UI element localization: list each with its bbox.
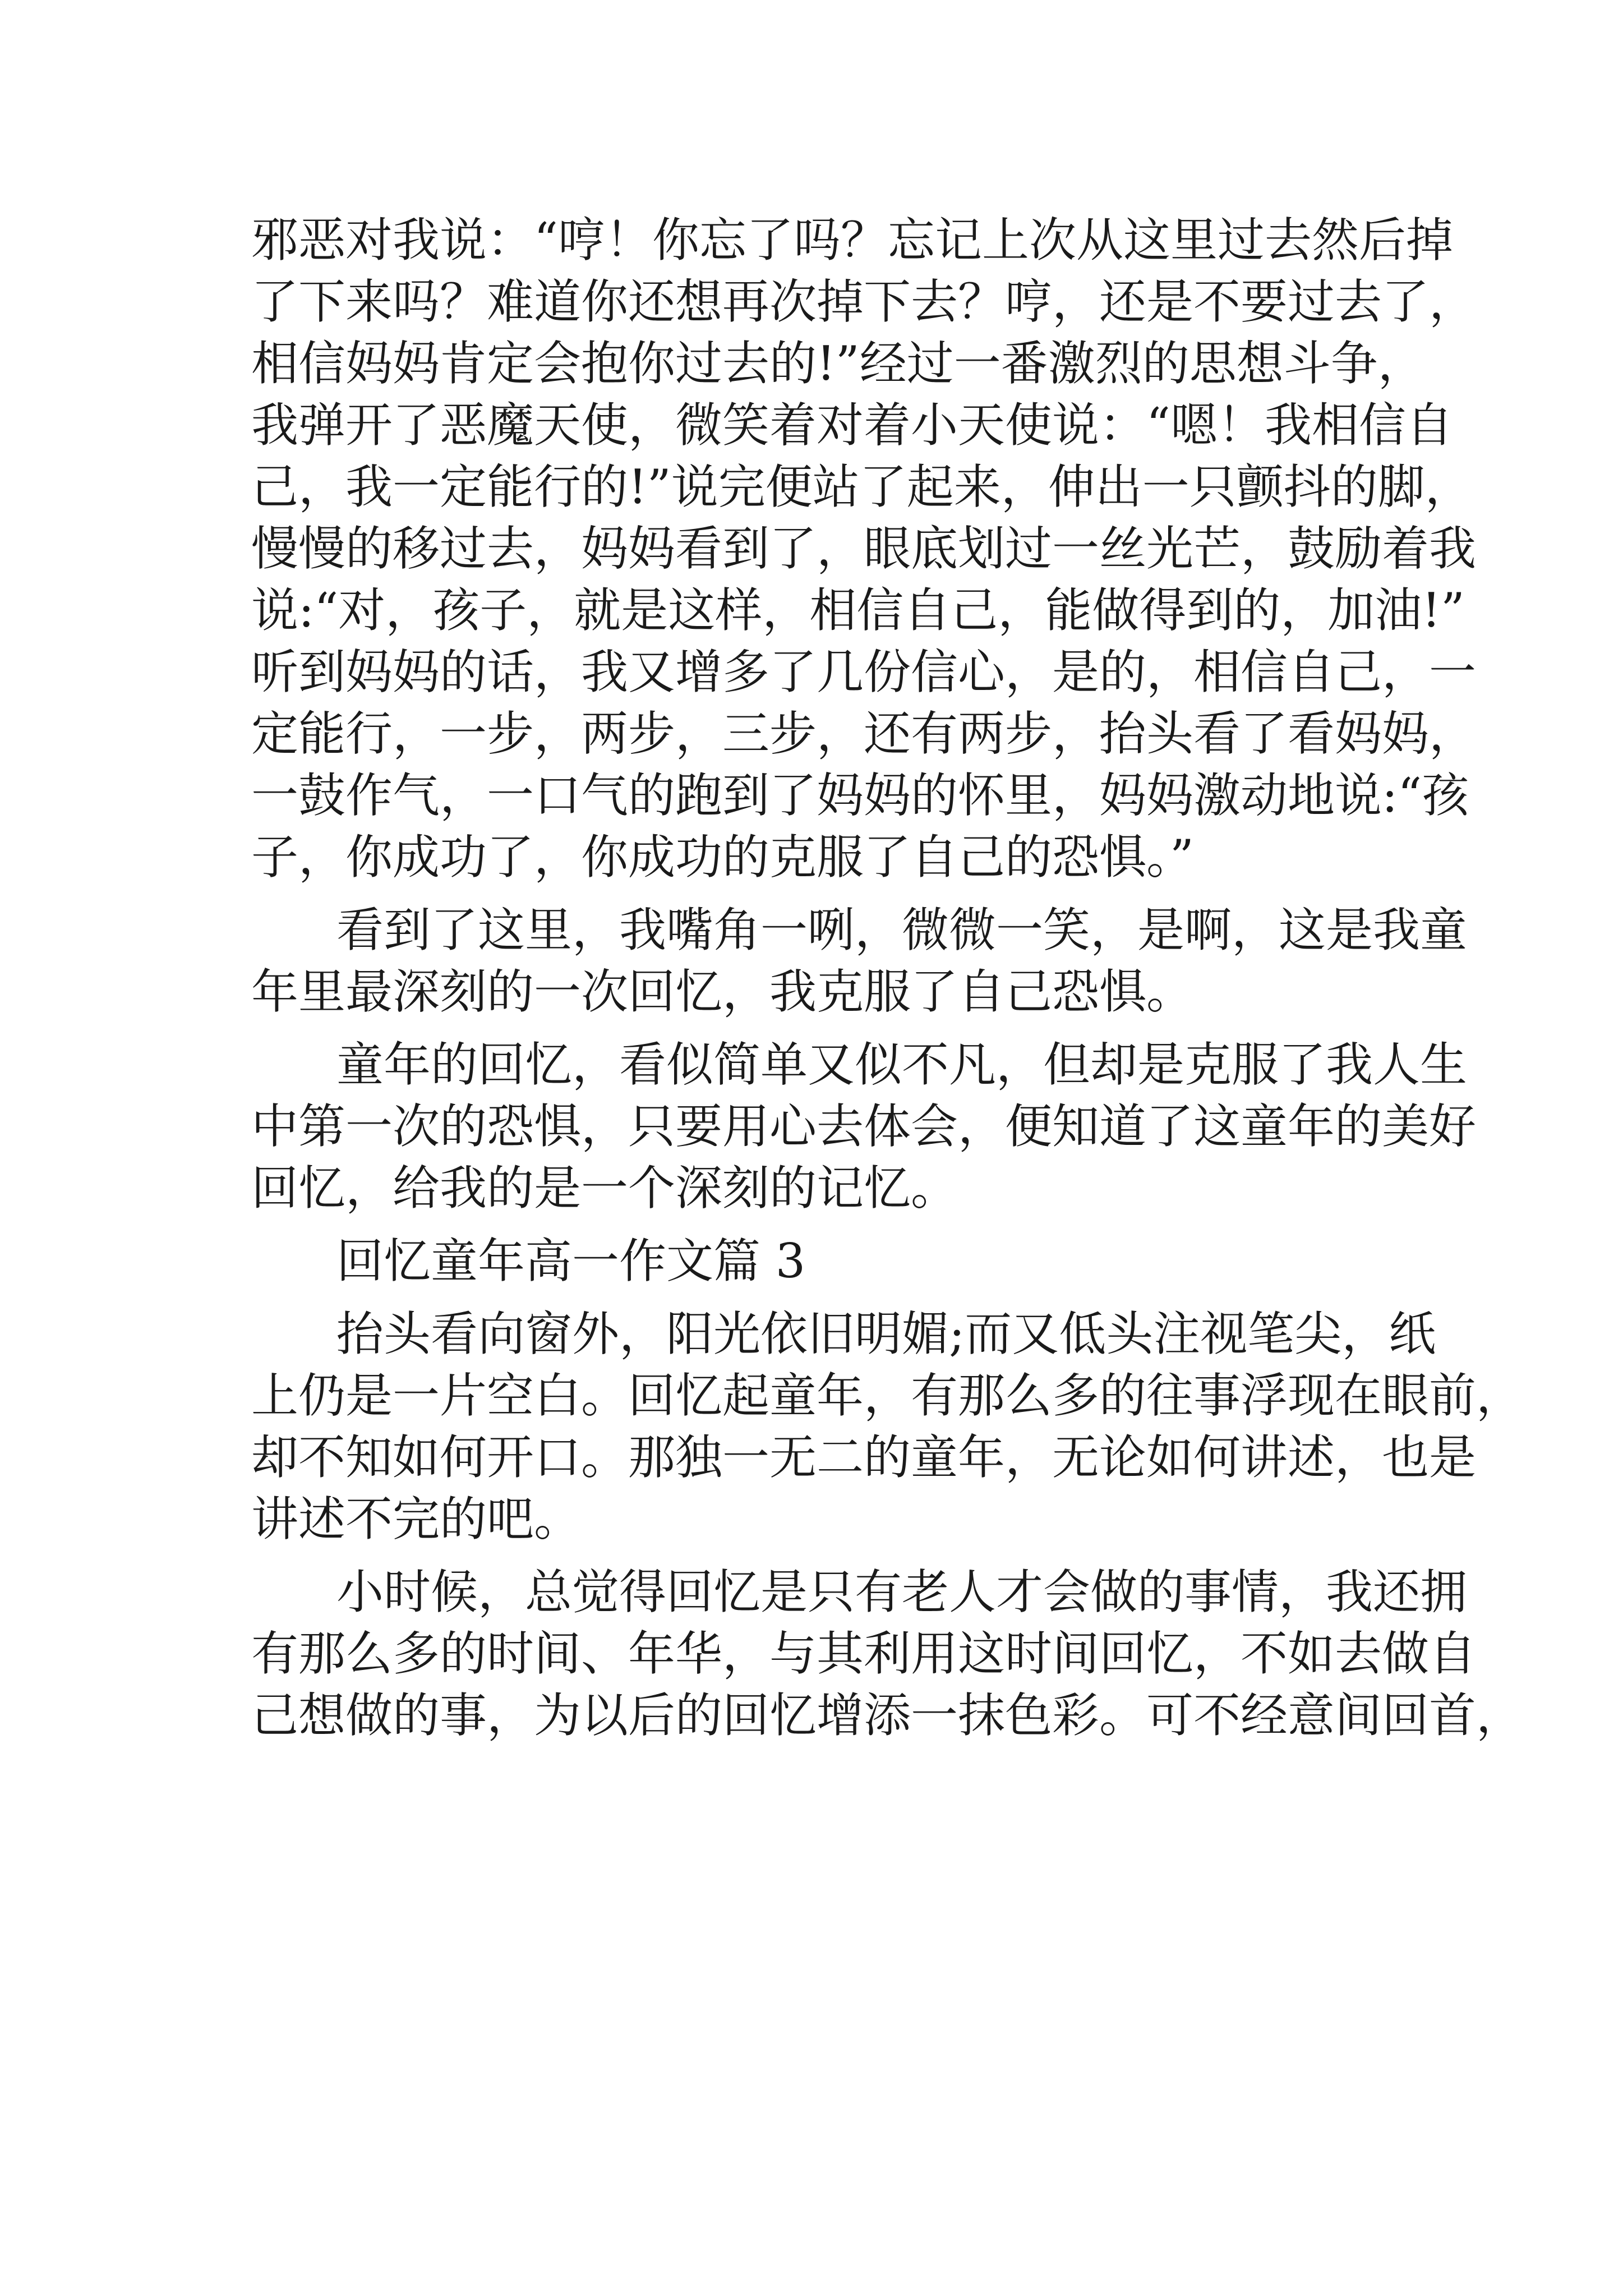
text-line: 相信妈妈肯定会抱你过去的!”经过一番激烈的思想斗争， [251, 336, 1425, 391]
text-line: 抬头看向窗外，阳光依旧明媚;而又低头注视笔尖，纸 [336, 1306, 1436, 1361]
text-line: 年里最深刻的一次回忆，我克服了自己恐惧。 [251, 964, 1194, 1019]
text-line: 小时候，总觉得回忆是只有老人才会做的事情，我还拥 [336, 1565, 1468, 1619]
text-line: 邪恶对我说：“哼！你忘了吗？忘记上次从这里过去然后掉 [251, 213, 1453, 268]
text-line: 一鼓作气，一口气的跑到了妈妈的怀里，妈妈激动地说:“孩 [251, 768, 1469, 823]
text-line: 回忆，给我的是一个深刻的记忆。 [251, 1161, 958, 1216]
text-line: 了下来吗？难道你还想再次掉下去？哼，还是不要过去了， [251, 274, 1477, 329]
text-line: 慢慢的移过去，妈妈看到了，眼底划过一丝光芒，鼓励着我 [251, 521, 1477, 576]
text-line: 有那么多的时间、年华，与其利用这时间回忆，不如去做自 [251, 1626, 1477, 1681]
text-line: 上仍是一片空白。回忆起童年，有那么多的往事浮现在眼前， [251, 1368, 1524, 1423]
text-line: 说:“对，孩子，就是这样，相信自己，能做得到的，加油!” [251, 583, 1465, 638]
text-line: 童年的回忆，看似简单又似不凡，但却是克服了我人生 [336, 1037, 1468, 1092]
text-line: 我弹开了恶魔天使，微笑着对着小天使说：“嗯！我相信自 [251, 398, 1453, 453]
text-line: 却不知如何开口。那独一无二的童年，无论如何讲述，也是 [251, 1430, 1477, 1485]
text-line: 中第一次的恐惧，只要用心去体会，便知道了这童年的美好 [251, 1099, 1477, 1154]
text-line: 子，你成功了，你成功的克服了自己的恐惧。” [251, 830, 1194, 885]
section-heading: 回忆童年高一作文篇 3 [336, 1234, 806, 1289]
text-line: 己想做的事，为以后的回忆增添一抹色彩。可不经意间回首， [251, 1688, 1524, 1743]
text-line: 己，我一定能行的!”说完便站了起来，伸出一只颤抖的脚， [251, 459, 1472, 514]
text-line: 听到妈妈的话，我又增多了几份信心，是的，相信自己，一 [251, 645, 1477, 700]
text-line: 定能行，一步，两步，三步，还有两步，抬头看了看妈妈， [251, 706, 1477, 761]
text-line: 讲述不完的吧。 [251, 1492, 582, 1547]
text-line: 看到了这里，我嘴角一咧，微微一笑，是啊，这是我童 [336, 903, 1468, 958]
